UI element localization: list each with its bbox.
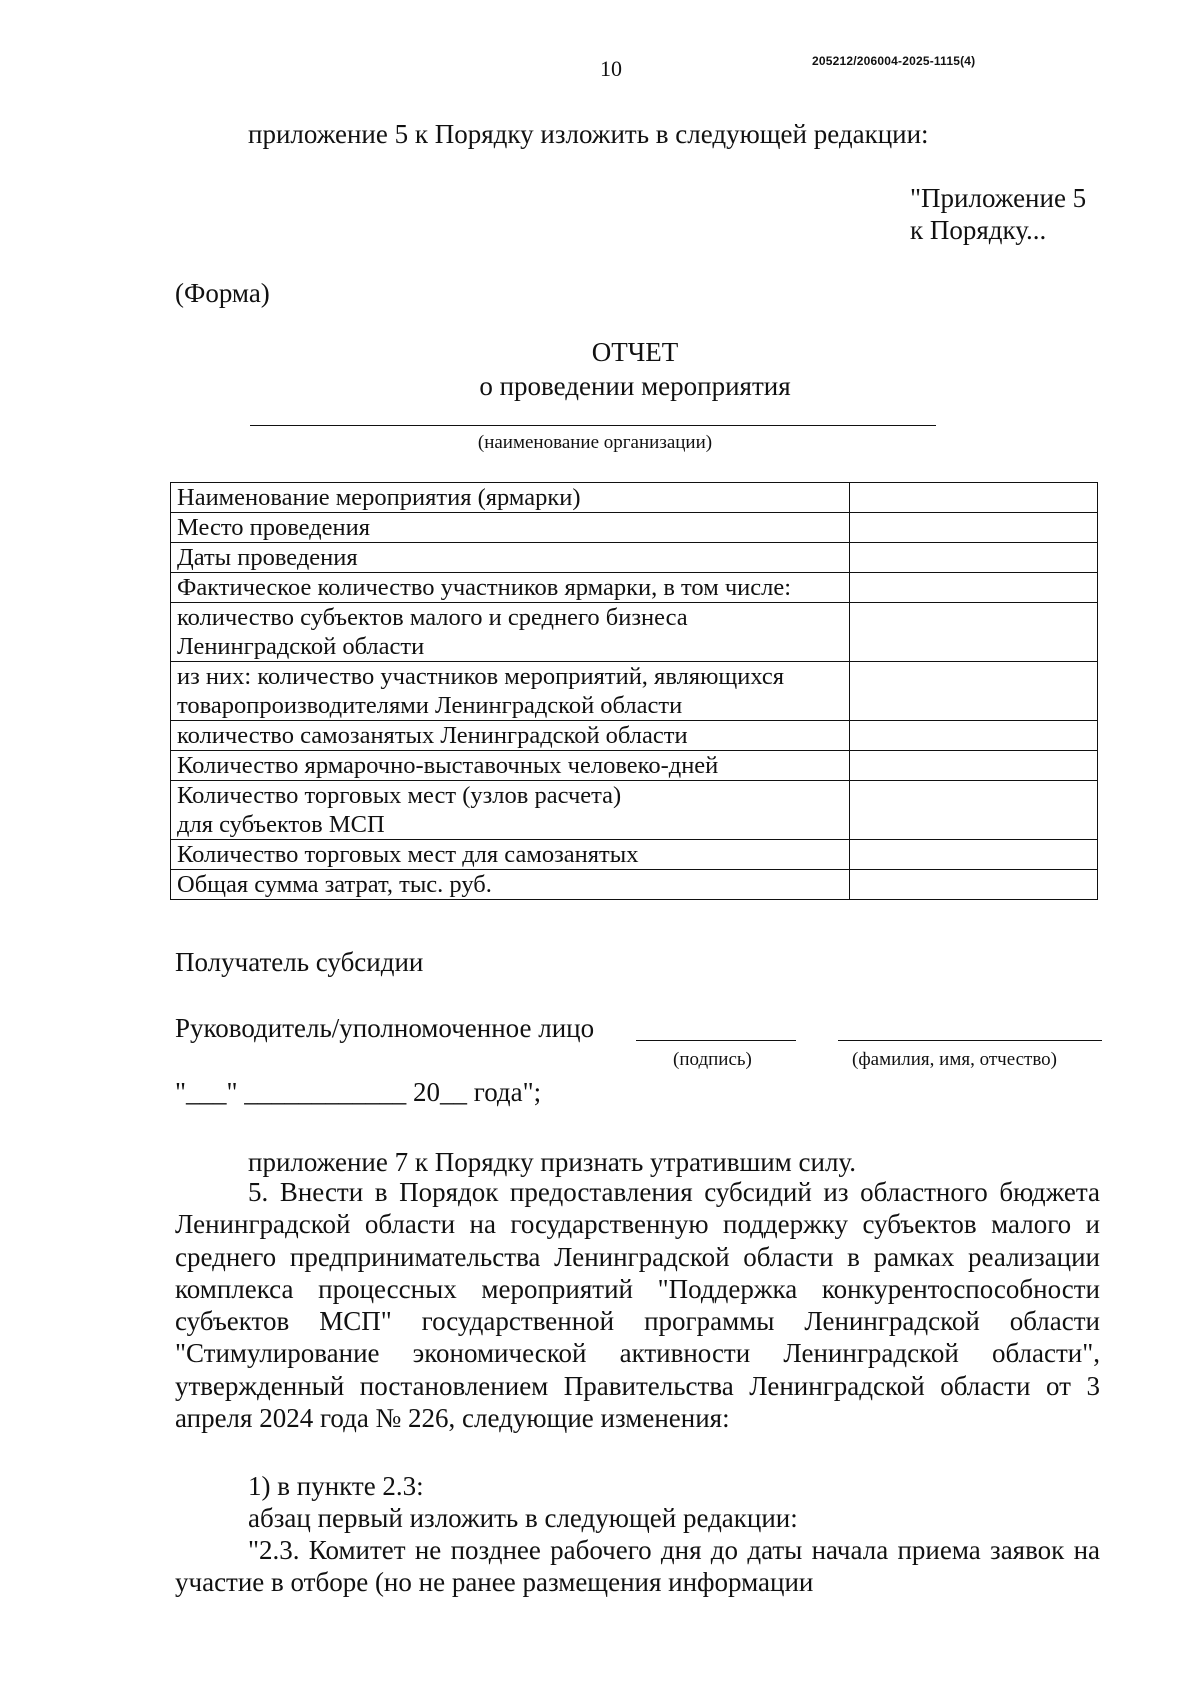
report-subtitle: о проведении мероприятия (479, 371, 791, 401)
table-row-value (849, 870, 1097, 900)
appendix-reference (910, 182, 1086, 246)
table-row-label-line: Общая сумма затрат, тыс. руб. (177, 871, 492, 898)
table-row-label-line: Даты проведения (177, 544, 358, 571)
subsidy-recipient-label: Получатель субсидии (175, 947, 424, 977)
table-row-value (849, 751, 1097, 781)
intro-sentence: приложение 5 к Порядку изложить в следующей редакции: (248, 119, 929, 149)
table-row-value (849, 573, 1097, 603)
table-row-label (171, 870, 850, 900)
signer-label: Руководитель/уполномоченное лицо (175, 1013, 595, 1043)
table-row-value (849, 603, 1097, 662)
table-row (171, 751, 1098, 781)
table-row-label-line: Ленинградской области (177, 633, 425, 660)
table-row (171, 662, 1098, 721)
table-row-label-line: Место проведения (177, 514, 370, 541)
table-row-label (171, 483, 850, 513)
table-row-label-line: из них: количество участников мероприятий, являющихся (177, 663, 785, 690)
date-line: "___" ____________ 20__ года"; (175, 1077, 542, 1107)
table-row-value (849, 840, 1097, 870)
table-row (171, 781, 1098, 840)
table-row-value (849, 781, 1097, 840)
appendix-line-1: "Приложение 5 (910, 183, 1087, 213)
item-2: абзац первый изложить в следующей редакции: (248, 1503, 798, 1533)
lost-force-sentence: приложение 7 к Порядку признать утратившим силу. (248, 1147, 856, 1177)
table-row-value (849, 721, 1097, 751)
table-row-label-line: товаропроизводителями Ленинградской области (177, 692, 683, 719)
page-number: 10 (600, 56, 622, 81)
table-row-label (171, 781, 850, 840)
table-row (171, 543, 1098, 573)
table-row-label-line: Количество торговых мест для самозанятых (177, 841, 639, 868)
organization-caption: (наименование организации) (477, 432, 713, 453)
table-row (171, 483, 1098, 513)
table-row (171, 603, 1098, 662)
report-table (170, 482, 1098, 900)
paragraph-2-3: "2.3. Комитет не позднее рабочего дня до даты начала приема заявок на участие в отборе (но не ранее размещения информации (175, 1535, 1100, 1598)
table-row-label-line: для субъектов МСП (177, 811, 385, 838)
table-row-value (849, 543, 1097, 573)
table-row-label (171, 721, 850, 751)
table-row-label-line: количество самозанятых Ленинградской области (177, 722, 688, 749)
table-row-label-line: Количество ярмарочно-выставочных человеко-дней (177, 752, 719, 779)
table-row-value (849, 662, 1097, 721)
table-row-label (171, 603, 850, 662)
table-row (171, 721, 1098, 751)
table-row-label (171, 751, 850, 781)
form-label: (Форма) (175, 278, 270, 308)
table-row (171, 840, 1098, 870)
full-name-line (838, 1040, 1102, 1041)
table-row (171, 573, 1098, 603)
table-row (171, 870, 1098, 900)
signature-caption: (подпись) (673, 1049, 752, 1070)
table-row-label (171, 513, 850, 543)
signature-line (636, 1040, 796, 1041)
report-title: ОТЧЕТ (591, 337, 679, 367)
table-row-label (171, 662, 850, 721)
table-row-label (171, 573, 850, 603)
full-name-caption: (фамилия, имя, отчество) (852, 1049, 1058, 1070)
paragraph-5: 5. Внести в Порядок предоставления субсидий из областного бюджета Ленинградской области на государственную поддержку субъектов малого и среднего предпринимательства Ленинградской области в рамках реализации комплекса процессных мероприятий "Поддержка конкурентоспособности субъектов МСП" государственной программы Ленинградской области "Стимулирование экономической активности Ленинградской области", утвержденный постановлением Правительства Ленинградской области от 3 апреля 2024 года № 226, следующие изменения: (175, 1177, 1100, 1434)
table-row-label-line: Наименование мероприятия (ярмарки) (177, 484, 581, 511)
table-row-value (849, 483, 1097, 513)
table-row-label (171, 543, 850, 573)
table-row-label-line: Фактическое количество участников ярмарки, в том числе: (177, 574, 792, 601)
document-code: 205212/206004-2025-1115(4) (812, 54, 976, 68)
table-row-label (171, 840, 850, 870)
table-row-value (849, 513, 1097, 543)
table-row-label-line: количество субъектов малого и среднего бизнеса (177, 604, 688, 631)
table-row (171, 513, 1098, 543)
table-row-label-line: Количество торговых мест (узлов расчета) (177, 782, 622, 809)
appendix-line-2: к Порядку... (910, 215, 1047, 245)
item-1: 1) в пункте 2.3: (248, 1471, 424, 1501)
organization-name-line (250, 425, 936, 426)
